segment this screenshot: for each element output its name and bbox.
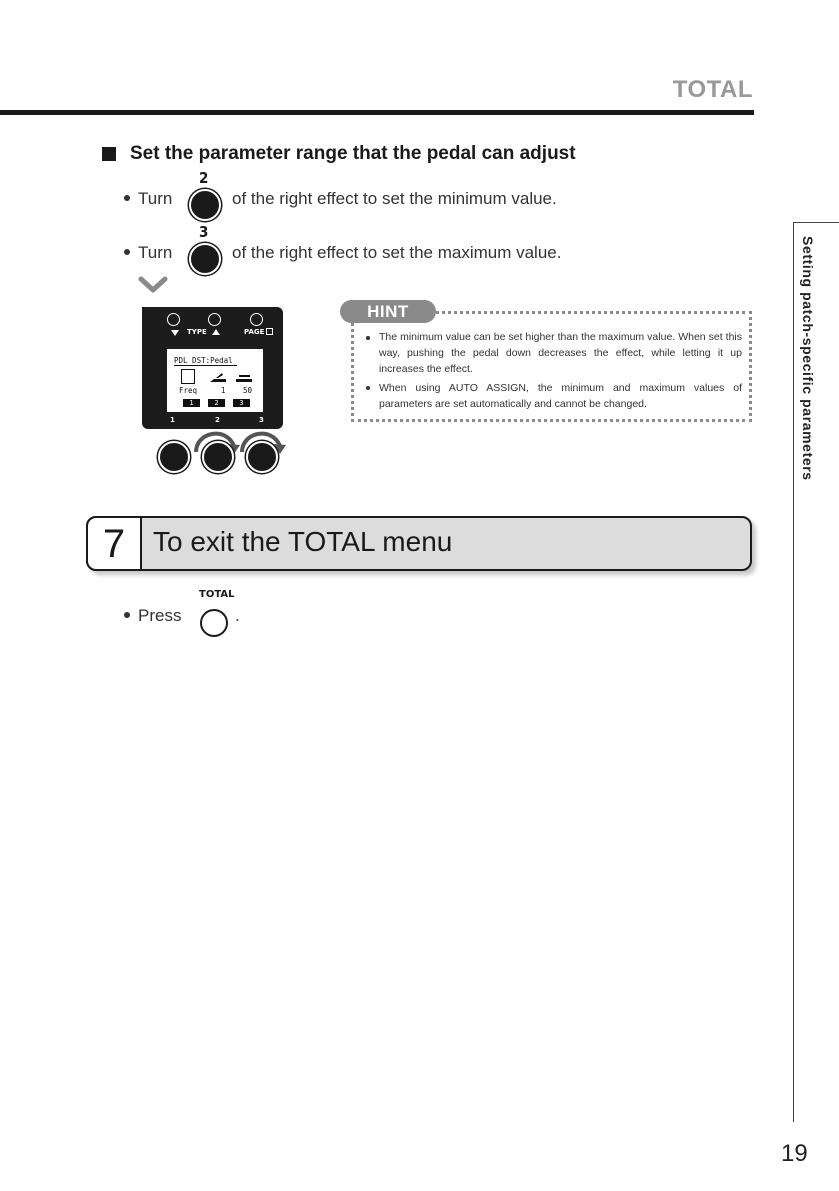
device-knob-label-1: 1 (170, 416, 175, 424)
lcd-knob-box-1: 1 (183, 399, 200, 407)
knob-icon (189, 243, 221, 275)
pedal-min-icon (210, 372, 226, 382)
triangle-up-icon (212, 329, 220, 335)
device-knob-label-3: 3 (259, 416, 264, 424)
bullet-dot-icon (124, 195, 130, 201)
total-button-label: TOTAL (199, 589, 235, 600)
lcd-effect-title: PDL DST:Pedal (174, 356, 237, 366)
lcd-param-label: Freq (179, 386, 198, 395)
total-button-icon (200, 609, 228, 637)
step-number: 7 (102, 522, 126, 566)
pedal-max-icon (236, 374, 252, 382)
bullet-max-text: of the right effect to set the maximum value. (232, 243, 562, 262)
device-type-label: TYPE (187, 328, 207, 336)
hint-item-min-max: The minimum value can be set higher than the maximum value. When set this way, pushing the pedal down decreases the effect, while letting it up increases the effect. (379, 331, 742, 375)
bullet-dot-icon (366, 336, 370, 340)
bullet-dot-icon (366, 386, 370, 390)
section-title: TOTAL (672, 76, 753, 103)
sidebar-divider-top (793, 222, 839, 223)
bullet-min-prefix: Turn (124, 189, 172, 209)
page-number: 19 (781, 1140, 808, 1167)
section-heading: Set the parameter range that the pedal can adjust (130, 143, 576, 164)
bullet-press-prefix: Press (124, 606, 181, 626)
triangle-down-icon (171, 330, 179, 336)
bullet-dot-icon (124, 612, 130, 618)
hint-item-auto-assign: When using AUTO ASSIGN, the minimum and maximum values of parameters are set automatically and cannot be changed. (379, 382, 742, 410)
header-divider (0, 110, 754, 115)
hint-badge: HINT (340, 300, 436, 323)
knob-number-label: 2 (199, 169, 209, 187)
bullet-press-suffix: . (235, 606, 240, 625)
page-icon (266, 328, 273, 335)
device-page-label: PAGE (244, 328, 265, 336)
device-knob-label-2: 2 (215, 416, 220, 424)
device-button-icon (208, 313, 221, 326)
lcd-knob-box-3: 3 (233, 399, 250, 407)
knob-1-icon (158, 441, 190, 473)
chevron-down-icon (138, 276, 168, 294)
square-bullet-icon (102, 147, 116, 161)
knob-number-label: 3 (199, 223, 209, 241)
lcd-knob-box-2: 2 (208, 399, 225, 407)
knob-icon (189, 189, 221, 221)
lcd-min-value: 1 (221, 386, 226, 395)
step-title: To exit the TOTAL menu (153, 526, 453, 557)
knob-2-icon (202, 441, 234, 473)
lcd-max-value: 50 (243, 386, 253, 395)
bullet-dot-icon (124, 249, 130, 255)
lcd-param-icon (181, 369, 195, 384)
bullet-min-text: of the right effect to set the minimum value. (232, 189, 557, 208)
knob-3-icon (246, 441, 278, 473)
bullet-max-prefix: Turn (124, 243, 172, 263)
chapter-tab-label: Setting patch-specific parameters (800, 236, 816, 481)
device-button-icon (250, 313, 263, 326)
sidebar-divider (793, 222, 794, 1122)
device-button-icon (167, 313, 180, 326)
